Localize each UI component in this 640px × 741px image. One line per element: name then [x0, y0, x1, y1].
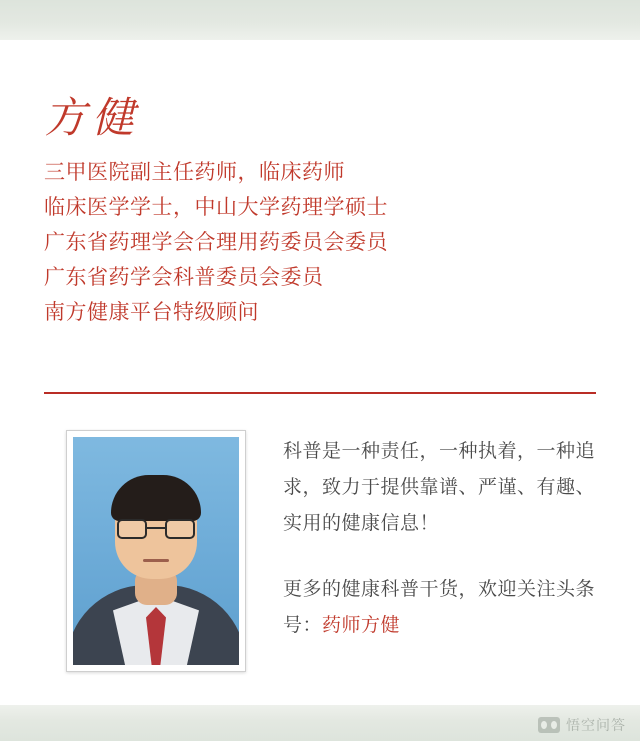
portrait-photo [73, 437, 239, 665]
glasses-bridge [147, 527, 165, 529]
credential-line: 临床医学学士，中山大学药理学硕士 [44, 195, 388, 219]
watermark [538, 715, 626, 735]
quote-paragraph-1: 科普是一种责任，一种执着，一种追求，致力于提供靠谱、严谨、有趣、实用的健康信息！ [283, 441, 596, 534]
credentials-list [44, 155, 604, 330]
page-title: 方健 [44, 96, 141, 142]
watermark-logo-icon [538, 717, 560, 733]
watermark-label: 悟空问答 [566, 717, 626, 733]
glasses-right-lens [165, 519, 195, 539]
poster-content [0, 40, 640, 705]
glasses-icon [117, 519, 195, 539]
credential-line: 三甲医院副主任药师，临床药师 [44, 160, 345, 184]
top-decorative-band [0, 0, 640, 40]
portrait-mouth [143, 559, 169, 562]
credential-line: 广东省药理学会合理用药委员会委员 [44, 230, 388, 254]
glasses-left-lens [117, 519, 147, 539]
quote-paragraph-2 [283, 572, 603, 644]
account-name-link[interactable]: 药师方健 [322, 615, 401, 636]
bottom-decorative-band [0, 705, 640, 741]
avatar [66, 430, 246, 672]
quote-paragraph-2-prefix: 更多的健康科普干货，欢迎关注头条号： [283, 579, 596, 636]
quote-block [283, 434, 603, 644]
credential-line: 广东省药学会科普委员会委员 [44, 265, 324, 289]
portrait-hair [111, 475, 201, 521]
horizontal-divider [44, 392, 596, 394]
top-band-gradient [0, 0, 640, 40]
credential-line: 南方健康平台特级顾问 [44, 300, 259, 324]
